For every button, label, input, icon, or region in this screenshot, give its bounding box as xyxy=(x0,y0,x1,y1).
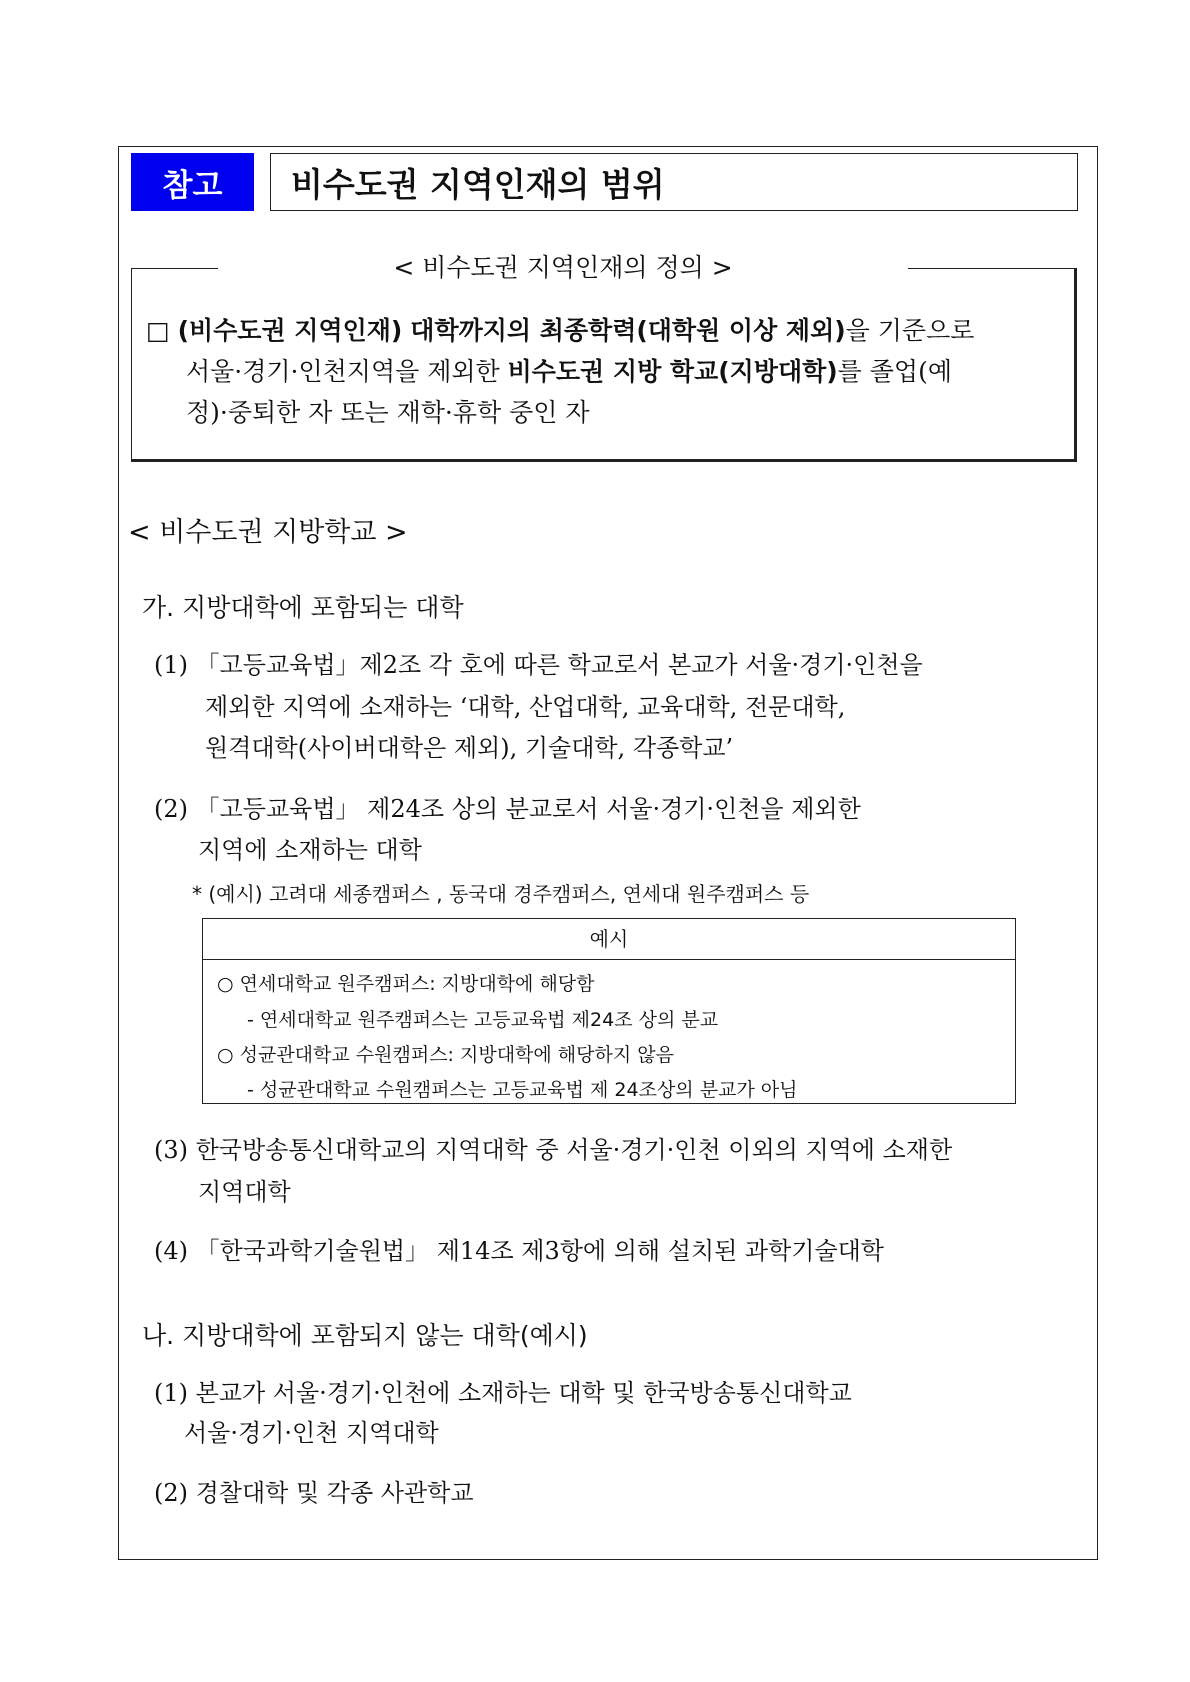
ga-item4: (4) 「한국과학기술원법」 제14조 제3항에 의해 설치된 과학기술대학 xyxy=(154,1237,884,1265)
na-item1-line2: 서울·경기·인천 지역대학 xyxy=(184,1419,439,1447)
definition-line-1 xyxy=(146,316,974,346)
ga-item3-line2: 지역대학 xyxy=(198,1178,291,1206)
na-item2: (2) 경찰대학 및 각종 사관학교 xyxy=(154,1479,474,1507)
ga-item2-line2: 지역에 소재하는 대학 xyxy=(198,836,422,864)
definition-rest-1: 을 기준으로 xyxy=(845,316,975,345)
ga-item1-line1: (1) 「고등교육법」제2조 각 호에 따른 학교로서 본교가 서울·경기·인천을 xyxy=(154,651,923,679)
definition-bold-2: 비수도권 지방 학교(지방대학) xyxy=(507,357,838,386)
definition-bold-1: 대학까지의 최종학력(대학원 이상 제외) xyxy=(410,316,846,345)
example-row-3: ○ 성균관대학교 수원캠퍼스: 지방대학에 해당하지 않음 xyxy=(217,1044,674,1066)
page-title: 비수도권 지역인재의 범위 xyxy=(270,153,1078,211)
example-table-header: 예시 xyxy=(203,919,1015,960)
na-heading: 나. 지방대학에 포함되지 않는 대학(예시) xyxy=(142,1321,588,1350)
ga-item1-line2: 제외한 지역에 소재하는 ‘대학, 산업대학, 교육대학, 전문대학, xyxy=(205,693,846,721)
reference-tag: 참고 xyxy=(131,153,254,211)
na-item1-line1: (1) 본교가 서울·경기·인천에 소재하는 대학 및 한국방송통신대학교 xyxy=(154,1379,852,1407)
ga-item1-line3: 원격대학(사이버대학은 제외), 기술대학, 각종학교’ xyxy=(205,734,734,762)
definition-line-2 xyxy=(186,357,952,387)
example-table xyxy=(202,918,1016,1104)
ga-item3-line1: (3) 한국방송통신대학교의 지역대학 중 서울·경기·인천 이외의 지역에 소재한 xyxy=(154,1136,953,1164)
ga-item2-line1: (2) 「고등교육법」 제24조 상의 분교로서 서울·경기·인천을 제외한 xyxy=(154,795,861,823)
example-row-1: ○ 연세대학교 원주캠퍼스: 지방대학에 해당함 xyxy=(217,973,595,995)
example-row-4: - 성균관대학교 수원캠퍼스는 고등교육법 제 24조상의 분교가 아님 xyxy=(247,1079,798,1101)
section-heading: < 비수도권 지방학교 > xyxy=(128,517,408,548)
example-row-2: - 연세대학교 원주캠퍼스는 고등교육법 제24조 상의 분교 xyxy=(247,1009,719,1031)
definition-pre-2: 서울·경기·인천지역을 제외한 xyxy=(186,357,500,386)
definition-term: (비수도권 지역인재) xyxy=(177,316,403,345)
example-note: * (예시) 고려대 세종캠퍼스 , 동국대 경주캠퍼스, 연세대 원주캠퍼스 등 xyxy=(192,882,810,906)
checkbox-icon: □ xyxy=(146,316,170,345)
definition-rest-2: 를 졸업(예 xyxy=(837,357,952,386)
definition-title: < 비수도권 지역인재의 정의 > xyxy=(218,250,908,286)
definition-line-3: 정)·중퇴한 자 또는 재학·휴학 중인 자 xyxy=(186,398,590,427)
ga-heading: 가. 지방대학에 포함되는 대학 xyxy=(142,593,464,622)
